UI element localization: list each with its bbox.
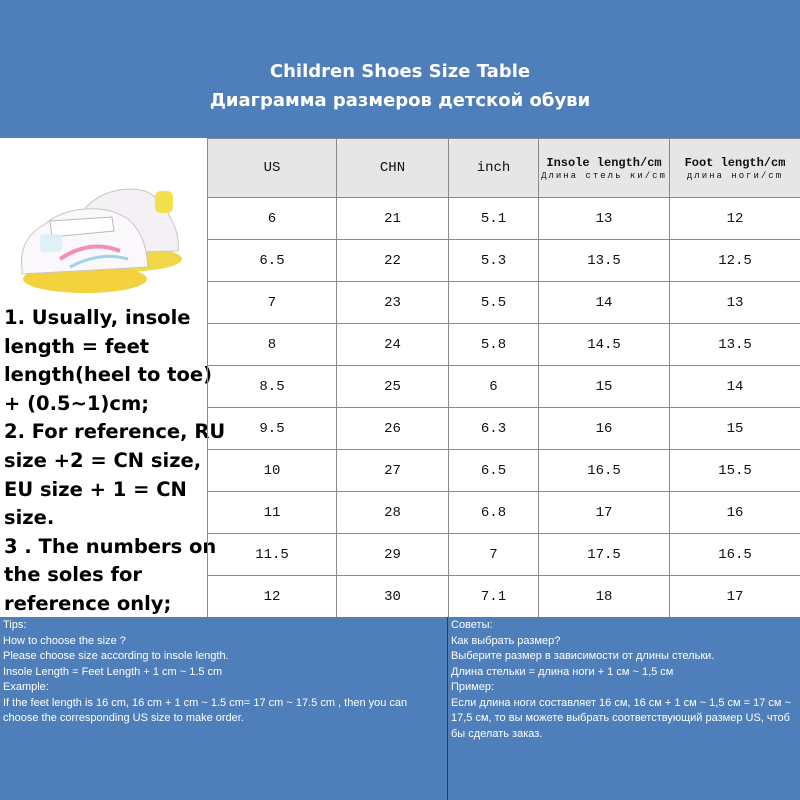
cell-us: 11.5 [208,534,337,576]
cell-inch: 7 [449,534,539,576]
header-foot-sub: длина ноги/cm [686,170,784,181]
cell-inch: 7.1 [449,576,539,618]
tips-line: Insole Length = Feet Length + 1 cm ~ 1.5 cm [3,665,223,678]
note-line: 1. Usually, insole [4,306,191,329]
header-foot-main: Foot length/cm [684,155,786,170]
table-row [208,282,800,324]
cell-insole: 14.5 [539,324,670,366]
tips-line: Please choose size according to insole length. [3,650,229,662]
note-line: size. [4,506,55,530]
table-row [208,450,800,492]
cell-insole: 14 [539,282,670,324]
cell-foot: 12.5 [670,240,800,282]
cell-foot: 17 [670,576,800,618]
cell-foot: 14 [670,366,800,408]
cell-foot: 15.5 [670,450,800,492]
cell-chn: 30 [337,576,449,618]
note-line: the soles for [4,563,143,587]
cell-inch: 5.5 [449,282,539,324]
table-row [208,240,800,282]
cell-inch: 5.3 [449,240,539,282]
cell-us: 6 [208,198,337,240]
cell-inch: 5.1 [449,198,539,240]
tips-line: Выберите размер в зависимости от длины стельки. [451,650,715,662]
cell-foot: 13.5 [670,324,800,366]
cell-chn: 21 [337,198,449,240]
cell-us: 8.5 [208,366,337,408]
cell-foot: 12 [670,198,800,240]
tips-line: Длина стельки = длина ноги + 1 см ~ 1,5 см [451,665,674,678]
tips-line: Tips: [3,619,27,631]
tips-english [0,617,447,800]
cell-chn: 29 [337,534,449,576]
tips-line: Пример: [451,681,495,693]
title-english: Children Shoes Size Table [269,61,531,82]
cell-inch: 6.3 [449,408,539,450]
cell-chn: 23 [337,282,449,324]
title-banner [0,0,800,138]
cell-insole: 18 [539,576,670,618]
cell-us: 12 [208,576,337,618]
cell-inch: 5.8 [449,324,539,366]
cell-insole: 17.5 [539,534,670,576]
cell-foot: 16.5 [670,534,800,576]
note-line: length(heel to toe) [4,363,213,387]
cell-chn: 25 [337,366,449,408]
header-inch: inch [449,139,539,198]
note-line: EU size + 1 = CN [4,477,187,501]
cell-us: 8 [208,324,337,366]
tips-line: Example: [3,681,49,693]
table-row [208,324,800,366]
cell-us: 7 [208,282,337,324]
note-line: 3 . The numbers on [4,534,217,558]
cell-insole: 17 [539,492,670,534]
cell-insole: 15 [539,366,670,408]
cell-chn: 28 [337,492,449,534]
cell-foot: 15 [670,408,800,450]
table-row [208,198,800,240]
cell-us: 9.5 [208,408,337,450]
tips-line: If the feet length is 16 cm, 16 cm + 1 cm ~ 1.5 cm= 17 cm ~ 17.5 cm , then you can choose the corresponding US size to make order. [3,696,408,724]
header-chn: CHN [337,139,449,198]
tips-line: How to choose the size ? [3,634,126,647]
note-line: reference only; [4,591,172,615]
note-line: length = feet [4,334,150,358]
header-foot [670,139,800,198]
sneaker-illustration [0,139,207,299]
table-row [208,366,800,408]
cell-insole: 16.5 [539,450,670,492]
table-row [208,492,800,534]
table-row [208,534,800,576]
cell-insole: 16 [539,408,670,450]
cell-us: 10 [208,450,337,492]
header-insole [539,139,670,198]
cell-inch: 6 [449,366,539,408]
shoe-image [0,139,207,299]
note-line: 2. For reference, RU [4,420,226,444]
cell-chn: 24 [337,324,449,366]
cell-inch: 6.8 [449,492,539,534]
size-table [207,138,800,618]
tips-line: Как выбрать размер? [451,634,561,647]
note-line: + (0.5~1)cm; [4,391,150,415]
table-row [208,408,800,450]
table-header-row [208,139,800,198]
cell-chn: 26 [337,408,449,450]
cell-foot: 13 [670,282,800,324]
tips-russian [447,617,800,800]
cell-chn: 27 [337,450,449,492]
cell-us: 6.5 [208,240,337,282]
header-insole-sub: Длина стель ки/cm [541,170,667,181]
size-notes [4,304,226,619]
table-row [208,576,800,618]
cell-us: 11 [208,492,337,534]
cell-insole: 13 [539,198,670,240]
cell-foot: 16 [670,492,800,534]
title-russian: Диаграмма размеров детской обуви [209,90,591,111]
tips-line: Советы: [451,619,493,631]
header-insole-main: Insole length/cm [546,155,662,170]
cell-insole: 13.5 [539,240,670,282]
cell-chn: 22 [337,240,449,282]
tips-line: Если длина ноги составляет 16 см, 16 см + 1 см ~ 1,5 см = 17 см ~ 17,5 см, то вы можете выбрать соответствующий размер US, чтоб бы сделать заказ. [451,696,791,740]
note-line: size +2 = CN size, [4,448,202,472]
cell-inch: 6.5 [449,450,539,492]
header-us: US [208,139,337,198]
